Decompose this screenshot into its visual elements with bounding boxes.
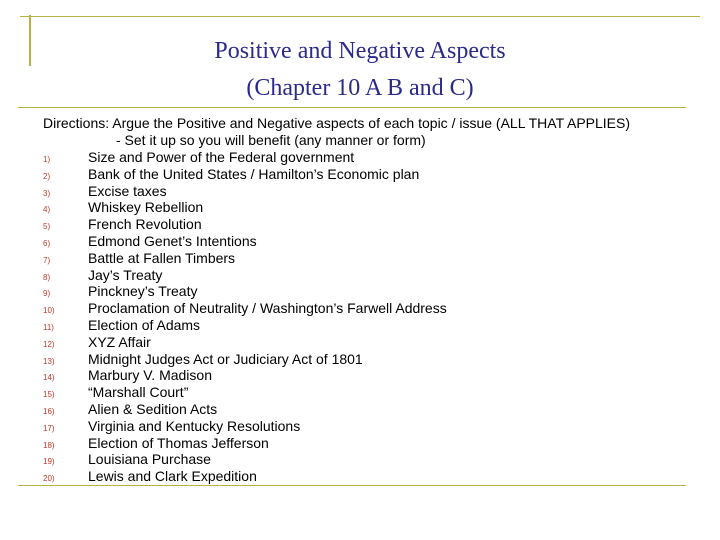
- list-item-number: 6): [43, 238, 51, 248]
- slide-title: [0, 33, 720, 107]
- list-item: [43, 199, 447, 216]
- list-item: [43, 418, 447, 435]
- list-item-text: Proclamation of Neutrality / Washington’s Farwell Address: [88, 300, 447, 317]
- title-line-2: (Chapter 10 A B and C): [246, 75, 474, 101]
- list-item-number: 11): [43, 322, 54, 332]
- directions-subtext: - Set it up so you will benefit (any manner or form): [116, 132, 426, 148]
- list-item-text: XYZ Affair: [88, 333, 151, 350]
- list-item-text: Louisiana Purchase: [88, 451, 211, 468]
- footer-divider-rule: [18, 485, 686, 486]
- list-item-text: French Revolution: [88, 216, 202, 233]
- directions-block: [43, 115, 630, 149]
- list-item-text: “Marshall Court”: [88, 384, 189, 401]
- list-item-text: Election of Adams: [88, 316, 201, 333]
- list-item-number: 20): [43, 474, 55, 484]
- list-item: [43, 317, 447, 334]
- topic-list: [43, 149, 447, 485]
- list-item-text: Marbury V. Madison: [88, 367, 212, 384]
- list-item: [43, 267, 447, 284]
- list-item: [43, 283, 447, 300]
- list-item-number: 5): [43, 222, 51, 232]
- list-item-number: 3): [43, 188, 51, 198]
- list-item: [43, 384, 447, 401]
- list-item-text: Virginia and Kentucky Resolutions: [88, 417, 301, 434]
- list-item-number: 2): [43, 171, 51, 181]
- list-item-text: Size and Power of the Federal government: [88, 149, 355, 165]
- list-item: [43, 468, 447, 485]
- list-item-text: Battle at Fallen Timbers: [88, 249, 236, 266]
- decorative-top-rule: [20, 16, 700, 17]
- title-line-1: Positive and Negative Aspects: [214, 38, 506, 64]
- list-item-number: 10): [43, 306, 55, 316]
- list-item: [43, 435, 447, 452]
- list-item: [43, 250, 447, 267]
- list-item-number: 7): [43, 255, 51, 265]
- list-item: [43, 300, 447, 317]
- list-item-number: 1): [43, 155, 51, 164]
- list-item-number: 14): [43, 373, 55, 383]
- list-item-text: Whiskey Rebellion: [88, 199, 204, 216]
- list-item-number: 15): [43, 390, 55, 400]
- list-item-text: Edmond Genet’s Intentions: [88, 232, 257, 249]
- list-item: [43, 334, 447, 351]
- list-item-text: Lewis and Clark Expedition: [88, 468, 257, 485]
- list-item: [43, 367, 447, 384]
- list-item-text: Alien & Sedition Acts: [88, 400, 218, 417]
- title-divider-rule: [18, 107, 686, 108]
- directions-text: Directions: Argue the Positive and Negative aspects of each topic / issue (ALL THAT APPLIES): [43, 115, 631, 131]
- list-item-text: Election of Thomas Jefferson: [88, 434, 269, 451]
- list-item-number: 13): [43, 356, 55, 366]
- list-item-number: 16): [43, 406, 55, 416]
- list-item-number: 9): [43, 289, 51, 299]
- list-item-number: 8): [43, 272, 51, 282]
- list-item: [43, 216, 447, 233]
- list-item: [43, 401, 447, 418]
- list-item-number: 19): [43, 457, 55, 467]
- list-item: [43, 149, 447, 166]
- list-item: [43, 183, 447, 200]
- list-item-number: 17): [43, 423, 55, 433]
- list-item: [43, 351, 447, 368]
- list-item: [43, 451, 447, 468]
- list-item: [43, 166, 447, 183]
- list-item: [43, 233, 447, 250]
- list-item-text: Midnight Judges Act or Judiciary Act of 1801: [88, 350, 363, 367]
- list-item-number: 18): [43, 440, 55, 450]
- list-item-text: Excise taxes: [88, 182, 167, 199]
- list-item-text: Pinckney’s Treaty: [88, 283, 198, 300]
- list-item-number: 12): [43, 339, 55, 349]
- list-item-text: Bank of the United States / Hamilton’s Economic plan: [88, 165, 420, 182]
- list-item-text: Jay’s Treaty: [88, 266, 163, 283]
- list-item-number: 4): [43, 205, 51, 215]
